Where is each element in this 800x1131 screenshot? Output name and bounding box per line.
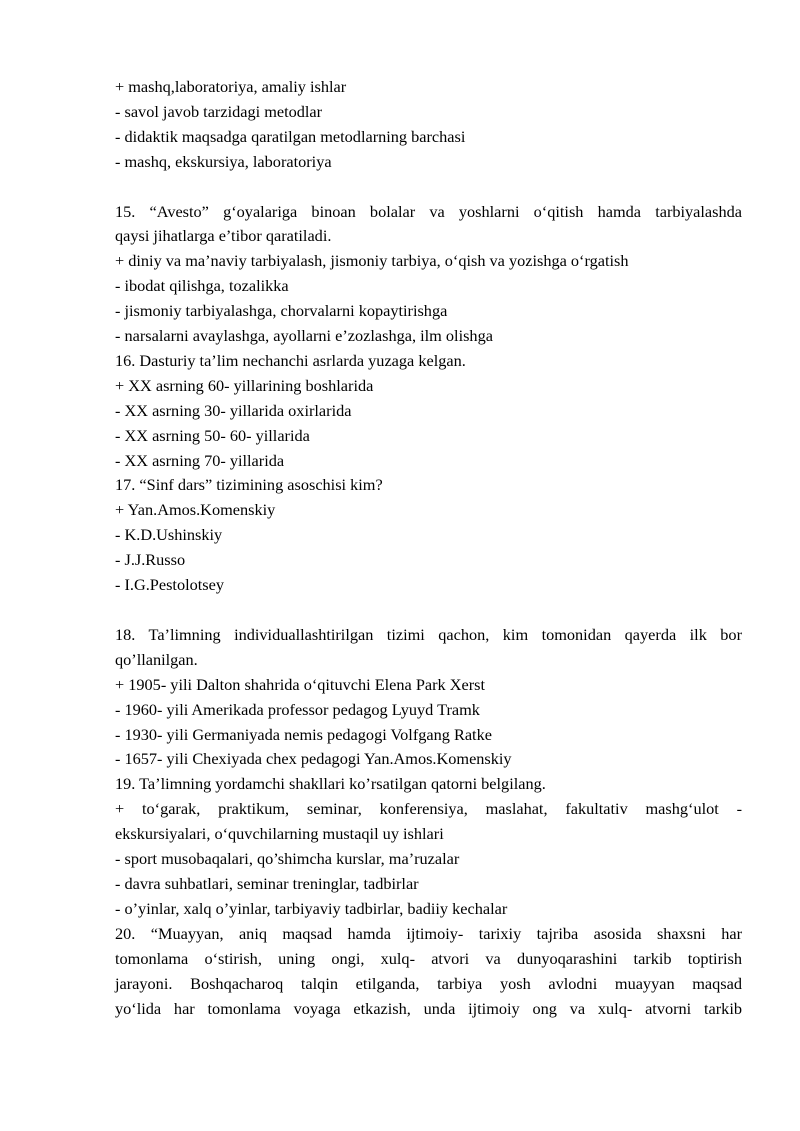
answer-option: - K.D.Ushinskiy (115, 525, 223, 545)
blank-line (115, 175, 742, 200)
question-text: 19. Ta’limning yordamchi shakllari ko’rsatilgan qatorni belgilang. (115, 774, 546, 794)
question-text-line: qaysi jihatlarga e’tibor qaratiladi. (115, 226, 332, 246)
document-page (115, 75, 742, 1021)
answer-option: - didaktik maqsadga qaratilgan metodlarning barchasi (115, 126, 466, 146)
question-text-line: qo’llanilgan. (115, 649, 198, 669)
answer-option: + diniy va ma’naviy tarbiyalash, jismoniy tarbiya, o‘qish va yozishga o‘rgatish (115, 251, 629, 271)
answer-option: - XX asrning 30- yillarida oxirlarida (115, 400, 352, 420)
answer-option: - savol javob tarzidagi metodlar (115, 101, 323, 121)
question-18 (115, 623, 742, 772)
question-text-line: tomonlama o‘stirish, uning ongi, xulq- atvori va dunyoqarashini tarkib toptirish (115, 948, 742, 968)
answer-option: + XX asrning 60- yillarining boshlarida (115, 375, 374, 395)
answer-option (115, 797, 742, 847)
answer-options-block (115, 75, 742, 175)
answer-option: - ibodat qilishga, tozalikka (115, 276, 289, 296)
answer-option: - XX asrning 50- 60- yillarida (115, 425, 310, 445)
answer-option: - o’yinlar, xalq o’yinlar, tarbiyaviy tadbirlar, badiiy kechalar (115, 898, 508, 918)
blank-line (115, 598, 742, 623)
question-text: 16. Dasturiy ta’lim nechanchi asrlarda yuzaga kelgan. (115, 350, 466, 370)
answer-option: - narsalarni avaylashga, ayollarni e’zozlashga, ilm olishga (115, 326, 493, 346)
answer-option-line: + to‘garak, praktikum, seminar, konferensiya, maslahat, fakultativ mashg‘ulot - (115, 799, 742, 819)
answer-option: + 1905- yili Dalton shahrida o‘qituvchi Elena Park Xerst (115, 674, 486, 694)
question-15 (115, 200, 742, 349)
answer-option: + Yan.Amos.Komenskiy (115, 500, 276, 520)
question-text: 17. “Sinf dars” tizimining asoschisi kim? (115, 475, 383, 495)
question-17 (115, 473, 742, 598)
answer-option-line: ekskursiyalari, o‘quvchilarning mustaqil uy ishlari (115, 824, 444, 844)
answer-option: + mashq,laboratoriya, amaliy ishlar (115, 77, 347, 96)
answer-option: - J.J.Russo (115, 550, 186, 570)
question-text-line: yo‘lida har tomonlama voyaga etkazish, unda ijtimoiy ong va xulq- atvorni tarkib (115, 998, 742, 1018)
question-text-line: jarayoni. Boshqacharoq talqin etilganda, tarbiya yosh avlodni muayyan maqsad (115, 973, 742, 993)
answer-option: - davra suhbatlari, seminar treninglar, tadbirlar (115, 873, 419, 893)
question-text-line: 18. Ta’limning individuallashtirilgan tizimi qachon, kim tomonidan qayerda ilk bor (115, 624, 742, 644)
answer-option: - XX asrning 70- yillarida (115, 450, 285, 470)
question-text-line: 20. “Muayyan, aniq maqsad hamda ijtimoiy- tarixiy tajriba asosida shaxsni har (115, 923, 742, 943)
answer-option: - 1960- yili Amerikada professor pedagog Lyuyd Tramk (115, 699, 480, 719)
answer-option: - mashq, ekskursiya, laboratoriya (115, 151, 332, 171)
question-16 (115, 349, 742, 474)
question-text (115, 200, 742, 250)
answer-option: - sport musobaqalari, qo’shimcha kurslar, ma’ruzalar (115, 849, 460, 869)
answer-option: - jismoniy tarbiyalashga, chorvalarni kopaytirishga (115, 301, 448, 321)
question-text (115, 922, 742, 1022)
question-text-line: 15. “Avesto” g‘oyalariga binoan bolalar va yoshlarni o‘qitish hamda tarbiyalashda (115, 201, 742, 221)
answer-option: - I.G.Pestolotsey (115, 575, 224, 595)
answer-option: - 1930- yili Germaniyada nemis pedagogi Volfgang Ratke (115, 724, 492, 744)
question-19 (115, 772, 742, 921)
question-20 (115, 922, 742, 1022)
answer-option: - 1657- yili Chexiyada chex pedagogi Yan.Amos.Komenskiy (115, 749, 512, 769)
question-text (115, 623, 742, 673)
